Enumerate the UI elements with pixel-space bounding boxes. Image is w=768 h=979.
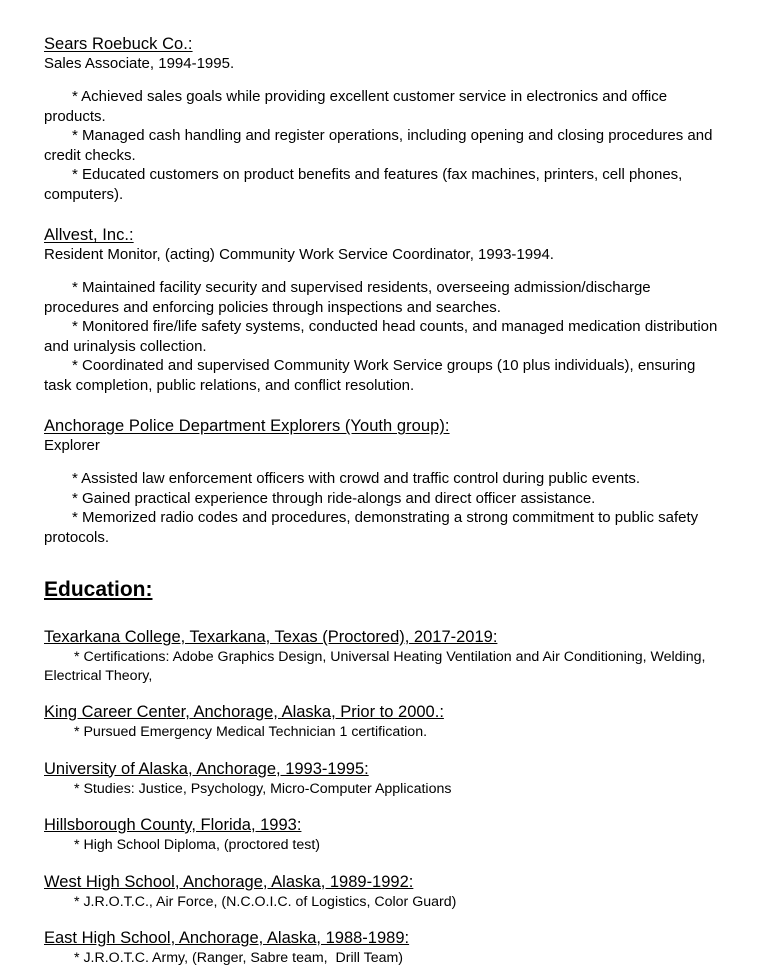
- school-detail: * J.R.O.T.C. Army, (Ranger, Sabre team, Drill Team): [74, 950, 404, 966]
- list-item: * Maintained facility security and supervised residents, overseeing admission/discharge procedures and enforcing policies through inspections and searches.: [44, 279, 655, 316]
- list-item: * Educated customers on product benefits and features (fax machines, printers, cell phones, computers).: [44, 166, 687, 203]
- education-entry-hillsborough-county: [44, 815, 724, 855]
- school-detail: * Certifications: Adobe Graphics Design, Universal Heating Ventilation and Air Conditioning, Welding, Electrical Theory,: [44, 649, 710, 684]
- school-detail: * Pursued Emergency Medical Technician 1 certification.: [74, 724, 428, 740]
- section-spacer: [44, 742, 724, 759]
- organization-heading: Sears Roebuck Co.:: [44, 35, 193, 53]
- list-item: * Managed cash handling and register operations, including opening and closing procedures and credit checks.: [44, 127, 717, 164]
- section-spacer: [44, 204, 724, 225]
- role-title-line: Resident Monitor, (acting) Community Work Service Coordinator, 1993-1994.: [44, 246, 554, 263]
- section-spacer: [44, 547, 724, 577]
- role-title-line: Explorer: [44, 437, 100, 454]
- education-entry-king-career-center: [44, 702, 724, 742]
- responsibility-list: [44, 469, 724, 547]
- list-item: * Gained practical experience through ride-alongs and direct officer assistance.: [72, 489, 596, 507]
- list-item: * Assisted law enforcement officers with crowd and traffic control during public events.: [72, 470, 641, 487]
- role-title-line: Sales Associate, 1994-1995.: [44, 55, 235, 72]
- school-detail: * Studies: Justice, Psychology, Micro-Computer Applications: [74, 780, 452, 797]
- section-spacer: [44, 855, 724, 872]
- section-spacer: [44, 395, 724, 416]
- school-heading: West High School, Anchorage, Alaska, 1989-1992:: [44, 872, 414, 891]
- list-item: * Monitored fire/life safety systems, conducted head counts, and managed medication distribution and urinalysis collection.: [44, 318, 722, 355]
- education-entry-west-high-school: [44, 872, 724, 912]
- school-heading: University of Alaska, Anchorage, 1993-1995:: [44, 759, 369, 778]
- school-heading: Hillsborough County, Florida, 1993:: [44, 816, 302, 834]
- experience-entry-apd-explorers: [44, 416, 724, 547]
- document-body: [44, 34, 724, 968]
- section-spacer: [44, 798, 724, 815]
- list-item: * Memorized radio codes and procedures, demonstrating a strong commitment to public safety protocols.: [44, 509, 703, 546]
- organization-heading: Allvest, Inc.:: [44, 226, 134, 244]
- responsibility-list: [44, 278, 724, 395]
- list-item: * Achieved sales goals while providing excellent customer service in electronics and office products.: [44, 88, 672, 125]
- education-entry-university-of-alaska: [44, 759, 724, 799]
- school-heading: East High School, Anchorage, Alaska, 1988-1989:: [44, 929, 410, 947]
- experience-entry-allvest: [44, 225, 724, 395]
- list-item: * Coordinated and supervised Community Work Service groups (10 plus individuals), ensuring task completion, public relations, and conflict resolution.: [44, 357, 700, 394]
- organization-heading: Anchorage Police Department Explorers (Youth group):: [44, 417, 450, 435]
- section-spacer: [44, 603, 724, 627]
- school-detail: * J.R.O.T.C., Air Force, (N.C.O.I.C. of Logistics, Color Guard): [74, 893, 457, 910]
- school-detail: * High School Diploma, (proctored test): [74, 837, 321, 853]
- section-spacer: [44, 685, 724, 702]
- school-heading: Texarkana College, Texarkana, Texas (Proctored), 2017-2019:: [44, 628, 498, 646]
- responsibility-list: [44, 87, 724, 204]
- education-entry-east-high-school: [44, 928, 724, 968]
- experience-entry-sears: [44, 34, 724, 204]
- section-spacer: [44, 911, 724, 928]
- school-heading: King Career Center, Anchorage, Alaska, Prior to 2000.:: [44, 703, 444, 721]
- education-entry-texarkana: [44, 627, 724, 685]
- education-section-heading: Education:: [44, 578, 153, 601]
